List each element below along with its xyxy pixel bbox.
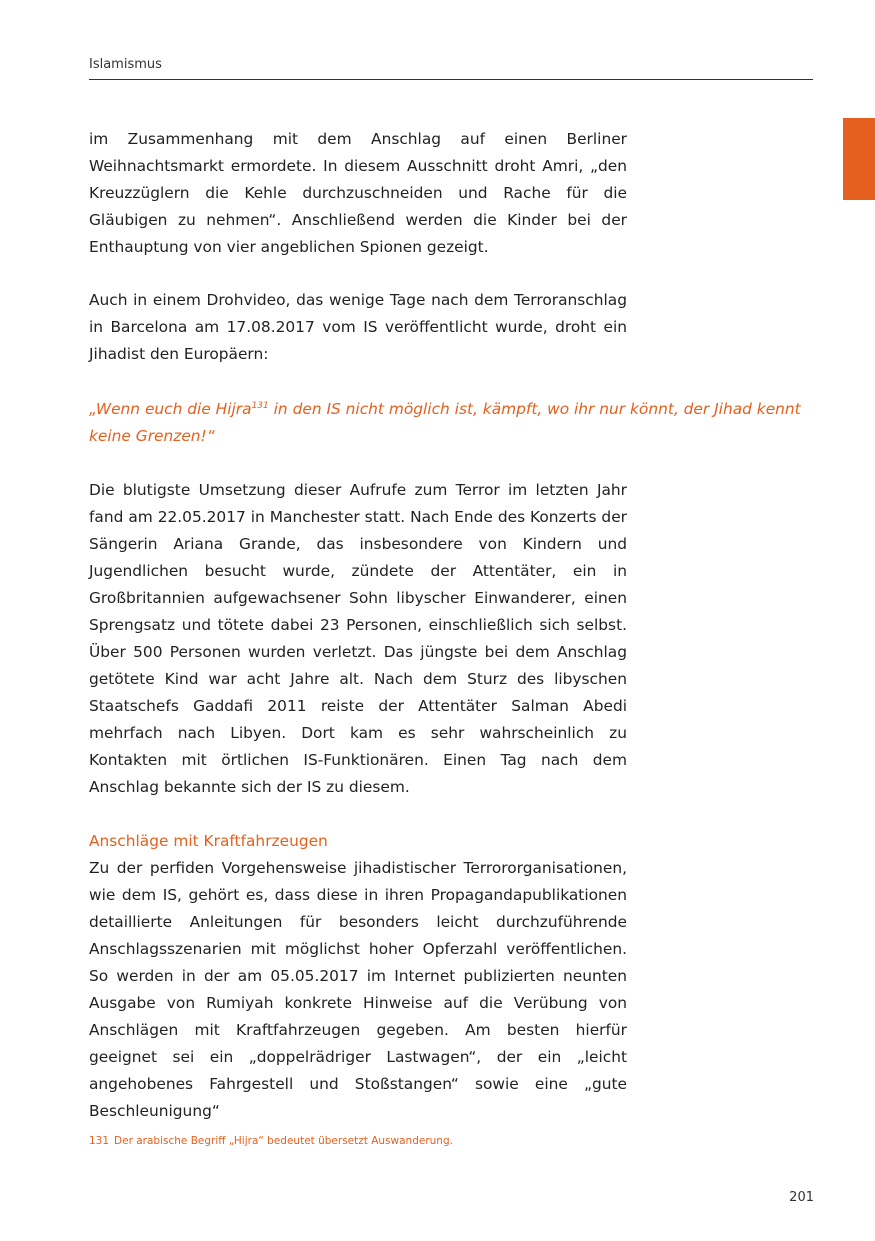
chapter-tab-marker — [843, 118, 875, 200]
paragraph-2-text: Auch in einem Drohvideo, das wenige Tage nach dem Terroranschlag in Barcelona am 17.08.2017 vom IS veröffentlicht wurde, droht ein Jihadist den Europäern: — [89, 291, 627, 363]
quote-text-after: in den IS nicht möglich ist, kämpft, wo ihr nur könnt, der Jihad kennt keine Grenzen!“ — [89, 400, 801, 445]
footnote-text: Der arabische Begriff „Hijra“ bedeutet übersetzt Auswanderung. — [114, 1135, 453, 1147]
paragraph-1-text: im Zusammenhang mit dem Anschlag auf einen Berliner Weihnachtsmarkt ermordete. In diesem Ausschnitt droht Amri, „den Kreuzzüglern die Kehle durchzuschneiden und Rache für die Gläubigen zu nehmen“. Anschließend werden die Kinder bei der Enthauptung von vier angeblichen Spionen gezeigt. — [89, 130, 627, 256]
page-number: 201 — [789, 1190, 814, 1205]
paragraph-4-text: Zu der perfiden Vorgehensweise jihadistischer Terrororganisationen, wie dem IS, gehört es, dass diese in ihren Propagandapublikationen detaillierte Anleitungen für besonders leicht durchzuführende Anschlagsszenarien mit möglichst hoher Opferzahl veröffentlichen. So werden in der am 05.05.2017 im Internet publizierten neunten Ausgabe von Rumiyah konkrete Hinweise auf die Verübung von Anschlägen mit Kraftfahrzeugen gegeben. Am besten hierfür geeignet sei ein „doppelrädriger Lastwagen“, der ein „leicht angehobenes Fahrgestell und Stoßstangen“ sowie eine „gute Beschleunigung“ — [89, 859, 627, 1120]
highlighted-quote — [89, 396, 821, 450]
paragraph-1 — [89, 126, 627, 261]
paragraph-4 — [89, 855, 627, 1125]
section-heading: Anschläge mit Kraftfahrzeugen — [89, 832, 328, 850]
paragraph-3-text: Die blutigste Umsetzung dieser Aufrufe zum Terror im letzten Jahr fand am 22.05.2017 in Manchester statt. Nach Ende des Konzerts der Sängerin Ariana Grande, das insbesondere von Kindern und Jugendlichen besucht wurde, zündete der Attentäter, ein in Großbritannien aufgewachsener Sohn libyscher Einwanderer, einen Sprengsatz und tötete dabei 23 Personen, einschließlich sich selbst. Über 500 Personen wurden verletzt. Das jüngste bei dem Anschlag getötete Kind war acht Jahre alt. Nach dem Sturz des libyschen Staatschefs Gaddafi 2011 reiste der Attentäter Salman Abedi mehrfach nach Libyen. Dort kam es sehr wahrscheinlich zu Kontakten mit örtlichen IS-Funktionären. Einen Tag nach dem Anschlag bekannte sich der IS zu diesem. — [89, 481, 627, 796]
paragraph-2 — [89, 287, 627, 368]
quote-text-before: „Wenn euch die Hijra — [89, 400, 252, 418]
quote-footnote-reference: 131 — [251, 400, 269, 411]
footnote-number: 131 — [89, 1135, 110, 1147]
footnote — [89, 1134, 453, 1148]
running-header-title: Islamismus — [89, 57, 162, 72]
paragraph-3 — [89, 477, 627, 801]
header-divider — [89, 79, 813, 80]
